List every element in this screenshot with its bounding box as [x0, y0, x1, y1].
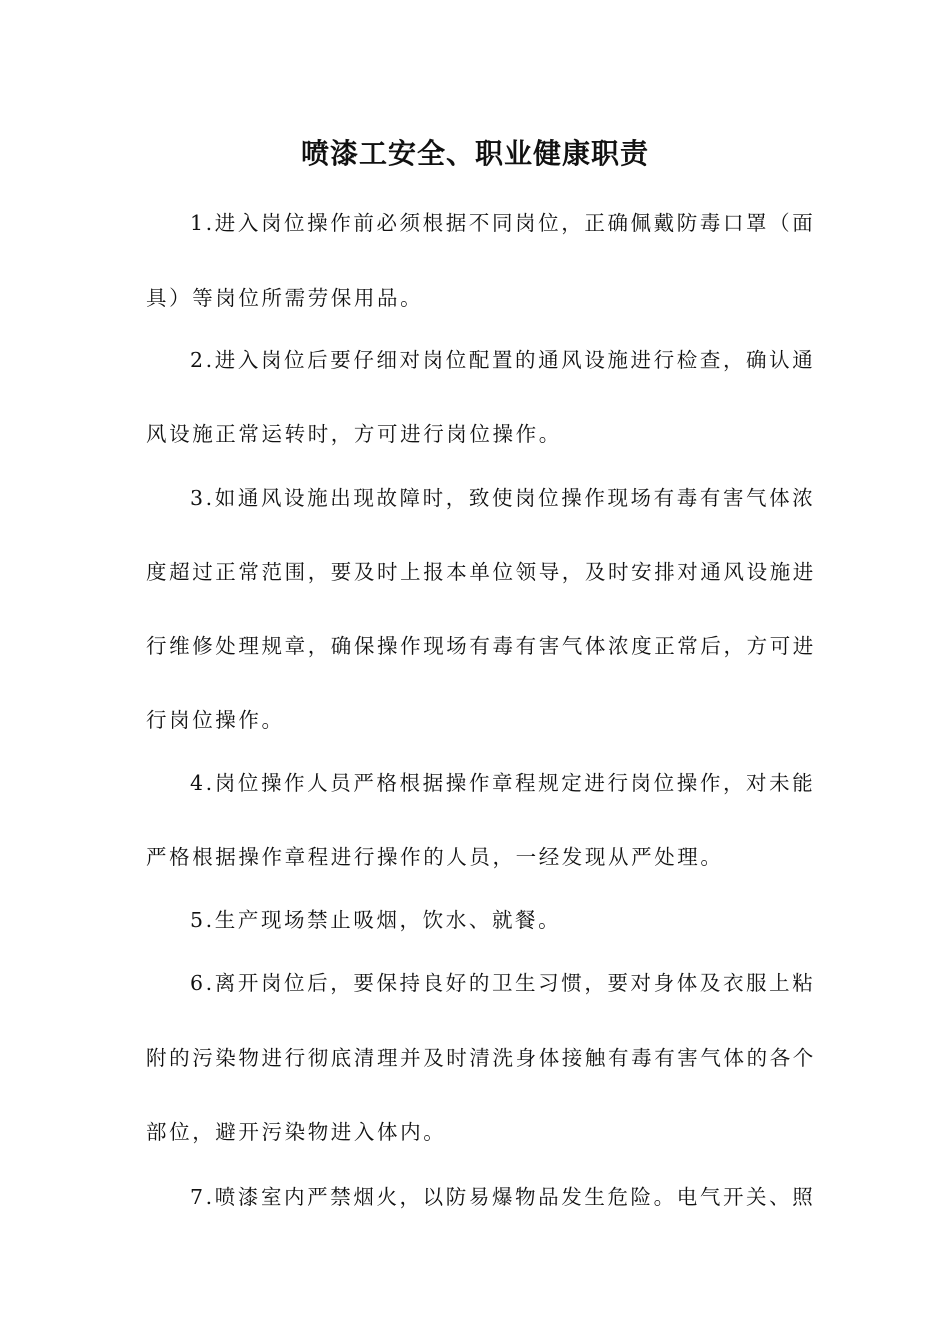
item-1-line-1: 1.进入岗位操作前必须根据不同岗位，正确佩戴防毒口罩（面: [190, 211, 816, 235]
item-5-line-1: 5.生产现场禁止吸烟，饮水、就餐。: [190, 908, 562, 932]
item-7-line-1: 7.喷漆室内严禁烟火，以防易爆物品发生危险。电气开关、照: [190, 1185, 816, 1209]
item-6-line-2: 附的污染物进行彻底清理并及时清洗身体接触有毒有害气体的各个: [146, 1046, 816, 1070]
item-2-line-2: 风设施正常运转时，方可进行岗位操作。: [146, 422, 562, 446]
item-3-line-1: 3.如通风设施出现故障时，致使岗位操作现场有毒有害气体浓: [190, 486, 816, 510]
item-3-line-4: 行岗位操作。: [146, 708, 285, 732]
item-6-line-1: 6.离开岗位后，要保持良好的卫生习惯，要对身体及衣服上粘: [190, 971, 816, 995]
item-4-line-2: 严格根据操作章程进行操作的人员，一经发现从严处理。: [146, 845, 724, 869]
item-6-line-3: 部位，避开污染物进入体内。: [146, 1120, 447, 1144]
item-3-line-2: 度超过正常范围，要及时上报本单位领导，及时安排对通风设施进: [146, 560, 816, 584]
item-4-line-1: 4.岗位操作人员严格根据操作章程规定进行岗位操作，对未能: [190, 771, 816, 795]
item-3-line-3: 行维修处理规章，确保操作现场有毒有害气体浓度正常后，方可进: [146, 634, 816, 658]
item-1-line-2: 具）等岗位所需劳保用品。: [146, 286, 424, 310]
item-2-line-1: 2.进入岗位后要仔细对岗位配置的通风设施进行检查，确认通: [190, 348, 816, 372]
document-title: 喷漆工安全、职业健康职责: [300, 137, 649, 170]
